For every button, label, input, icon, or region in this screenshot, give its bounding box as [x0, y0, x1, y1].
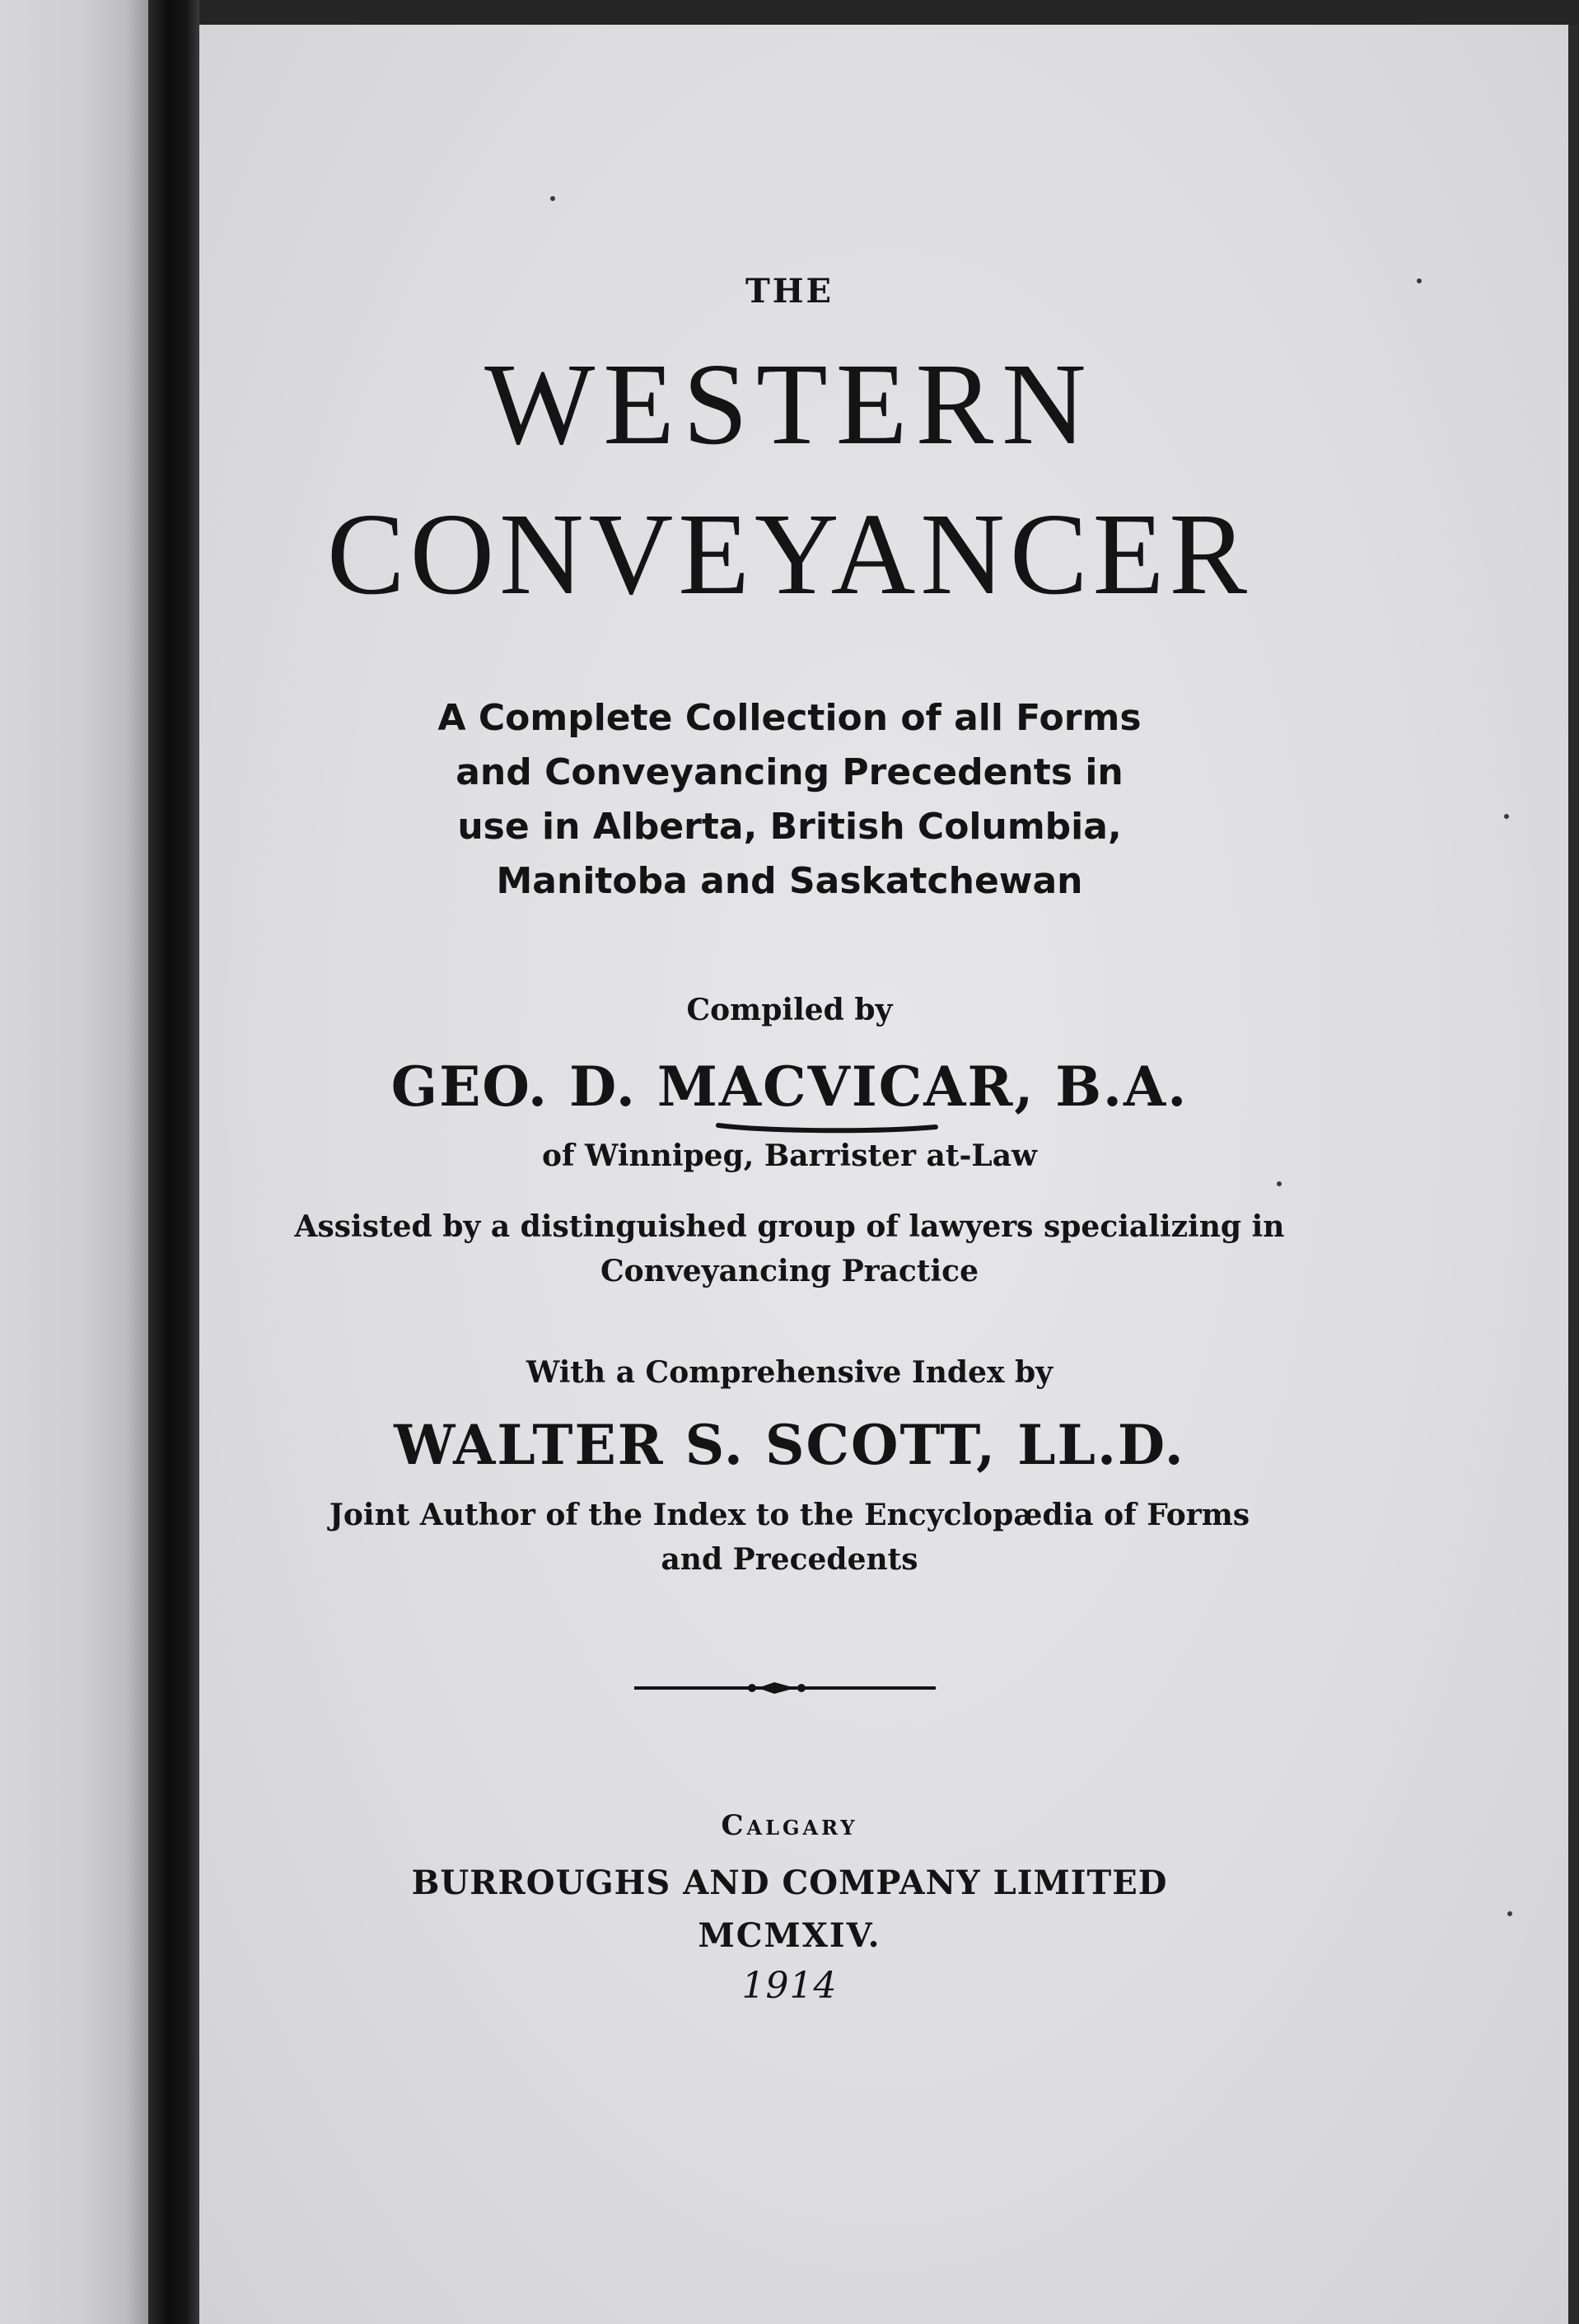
publisher-city: Calgary — [721, 1809, 858, 1842]
speck — [550, 196, 555, 201]
author-description: of Winnipeg, Barrister at-Law — [541, 1139, 1038, 1173]
ornamental-rule — [634, 1677, 936, 1697]
author-name: GEO. D. MACVICAR, B.A. — [390, 1054, 1189, 1119]
index-author-description-line-1: Joint Author of the Index to the Encyclopædia of Forms — [329, 1498, 1250, 1532]
index-author-description-line-2: and Precedents — [661, 1542, 918, 1577]
index-author-name: WALTER S. SCOTT, LL.D. — [394, 1413, 1185, 1477]
title-article: THE — [745, 272, 834, 311]
compiled-by: Compiled by — [686, 993, 893, 1027]
top-edge-shadow — [199, 0, 1579, 25]
handwritten-year: 1914 — [741, 1965, 838, 2007]
assisted-line-1: Assisted by a distinguished group of lawyers specializing in — [294, 1209, 1285, 1244]
subtitle-line-2: and Conveyancing Precedents in — [455, 751, 1124, 793]
speck — [1277, 1181, 1282, 1186]
handwritten-underline-mark — [715, 1122, 939, 1134]
publication-year-roman: MCMXIV. — [698, 1916, 881, 1955]
publisher-name: BURROUGHS AND COMPANY LIMITED — [411, 1863, 1168, 1902]
title-line-2: CONVEYANCER — [326, 489, 1253, 619]
subtitle-line-4: Manitoba and Saskatchewan — [496, 860, 1083, 902]
subtitle-line-3: use in Alberta, British Columbia, — [457, 806, 1122, 848]
subtitle-line-1: A Complete Collection of all Forms — [437, 697, 1142, 739]
title-line-1: WESTERN — [484, 339, 1095, 469]
assisted-line-2: Conveyancing Practice — [600, 1254, 979, 1288]
index-by: With a Comprehensive Index by — [526, 1355, 1053, 1390]
